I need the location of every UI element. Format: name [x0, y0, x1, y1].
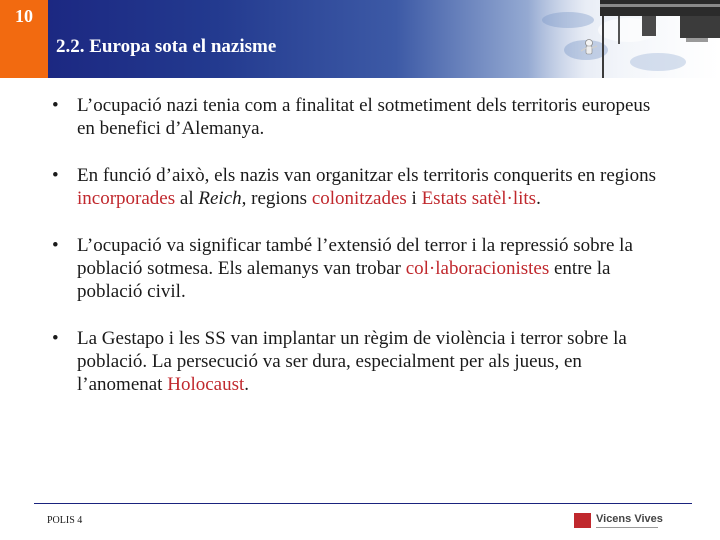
bullet-item — [52, 234, 672, 303]
italic-term: Reich — [198, 188, 242, 209]
publisher-name: Vicens Vives — [596, 513, 663, 525]
slide-number-box — [0, 0, 48, 78]
bullet-item — [52, 94, 672, 140]
highlighted-term: Estats satèl·lits — [421, 188, 537, 209]
bullet-text: En funció d’això, els nazis van organitzar els territoris conquerits en regions — [77, 165, 656, 186]
highlighted-term: incorporades — [77, 188, 176, 209]
bullet-text: La Gestapo i les SS van implantar un règim de violència i terror sobre la població. La persecució va ser dura, especialment per als jueus, en l’anomenat — [77, 328, 627, 395]
bullet-text: i — [406, 188, 422, 209]
bullet-list — [52, 94, 672, 420]
bullet-text: . — [244, 374, 250, 395]
bullet-text: . — [536, 188, 541, 209]
bullet-item — [52, 327, 672, 396]
bullet-item — [52, 164, 672, 210]
bullet-dot: • — [52, 328, 59, 349]
bullet-dot: • — [52, 95, 59, 116]
highlighted-term: col·laboracionistes — [405, 258, 550, 279]
slide-number: 10 — [15, 6, 33, 26]
bullet-dot: • — [52, 165, 59, 186]
logo-underline — [596, 527, 658, 528]
slide-title: 2.2. Europa sota el nazisme — [56, 36, 277, 57]
bullet-text: al — [175, 188, 199, 209]
vicens-vives-logo-icon — [574, 513, 591, 528]
highlighted-term: colonitzades — [311, 188, 407, 209]
bullet-text: L’ocupació va significar també l’extensió del terror i la repressió sobre la població sotmesa. Els alemanys van trobar — [77, 235, 633, 279]
highlighted-term: Holocaust — [167, 374, 245, 395]
bullet-dot: • — [52, 235, 59, 256]
slide-header — [0, 0, 720, 78]
bullet-text: L’ocupació nazi tenia com a finalitat el sotmetiment dels territoris europeus en benefici d’Alemanya. — [77, 95, 651, 139]
footer-book-title: POLIS 4 — [47, 515, 83, 526]
footer-divider — [34, 503, 692, 504]
space-station-photo — [528, 0, 720, 78]
bullet-text: entre la població civil. — [77, 258, 611, 302]
bullet-text: , regions — [241, 188, 312, 209]
